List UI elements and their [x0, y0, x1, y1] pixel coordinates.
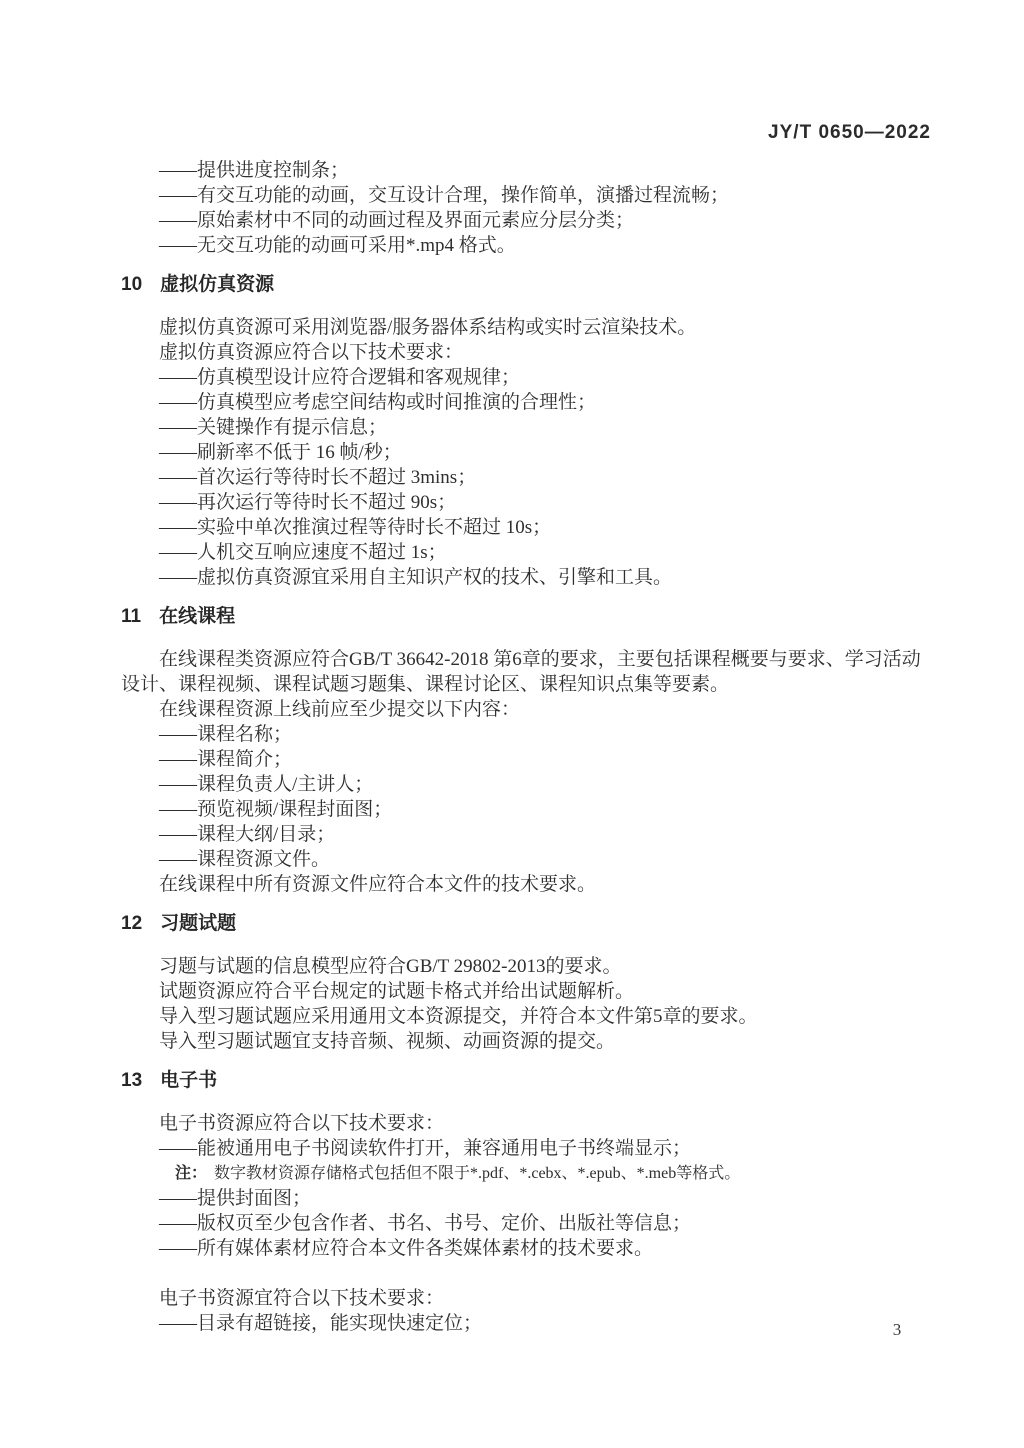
dash-item: ——能被通用电子书阅读软件打开，兼容通用电子书终端显示； [159, 1138, 692, 1159]
dash-item: ——虚拟仿真资源宜采用自主知识产权的技术、引擎和工具。 [159, 567, 673, 588]
dash-item: ——预览视频/课程封面图； [159, 799, 393, 820]
note-line [121, 1161, 933, 1186]
dash-item: ——关键操作有提示信息； [159, 417, 388, 438]
section-title: 习题试题 [160, 913, 237, 934]
dash-item: ——原始素材中不同的动画过程及界面元素应分层分类； [159, 210, 635, 231]
paragraph: 电子书资源应符合以下技术要求： [159, 1113, 445, 1134]
dash-item: ——课程资源文件。 [159, 849, 331, 870]
note-text: 数字教材资源存储格式包括但不限于*.pdf、*.cebx、*.epub、*.meb等格式。 [214, 1165, 741, 1182]
paragraph: 导入型习题试题应采用通用文本资源提交，并符合本文件第5章的要求。 [159, 1006, 758, 1027]
section-heading [121, 911, 933, 936]
section-title: 虚拟仿真资源 [160, 274, 275, 295]
section-title: 在线课程 [159, 606, 236, 627]
dash-item: ——课程负责人/主讲人； [159, 774, 374, 795]
section-title: 电子书 [160, 1070, 218, 1091]
section-number: 13 [121, 1070, 143, 1091]
dash-item: ——所有媒体素材应符合本文件各类媒体素材的技术要求。 [159, 1238, 654, 1259]
paragraph: 习题与试题的信息模型应符合GB/T 29802-2013的要求。 [159, 956, 622, 977]
section-heading [121, 272, 933, 297]
dash-item: ——提供进度控制条； [159, 160, 350, 181]
dash-item: ——课程简介； [159, 749, 293, 770]
dash-item: ——课程名称； [159, 724, 293, 745]
dash-item: ——有交互功能的动画，交互设计合理，操作简单，演播过程流畅； [159, 185, 730, 206]
running-header [121, 120, 931, 145]
paragraph: 导入型习题试题宜支持音频、视频、动画资源的提交。 [159, 1031, 616, 1052]
paragraph: 在线课程中所有资源文件应符合本文件的技术要求。 [159, 874, 597, 895]
dash-item: ——版权页至少包含作者、书名、书号、定价、出版社等信息； [159, 1213, 692, 1234]
dash-item: ——实验中单次推演过程等待时长不超过 10s； [159, 517, 552, 538]
paragraph: 试题资源应符合平台规定的试题卡格式并给出试题解析。 [159, 981, 635, 1002]
note-label: 注： [175, 1165, 208, 1182]
dash-item: ——首次运行等待时长不超过 3mins； [159, 467, 477, 488]
dash-item: ——人机交互响应速度不超过 1s； [159, 542, 447, 563]
dash-item: ——再次运行等待时长不超过 90s； [159, 492, 457, 513]
dash-item: ——目录有超链接，能实现快速定位； [159, 1313, 483, 1334]
section-number: 11 [121, 606, 142, 627]
doc-code: JY/T 0650—2022 [768, 122, 931, 143]
paragraph: 在线课程类资源应符合GB/T 36642-2018 第6章的要求，主要包括课程概要与要求、学习活动设计、课程视频、课程试题习题集、课程讨论区、课程知识点集等要素。 [121, 649, 921, 695]
page-content [121, 158, 933, 1336]
page-number: 3 [892, 1320, 902, 1339]
section-number: 10 [121, 274, 143, 295]
section-heading [121, 604, 933, 629]
dash-item: ——无交互功能的动画可采用*.mp4 格式。 [159, 235, 516, 256]
dash-item: ——仿真模型应考虑空间结构或时间推演的合理性； [159, 392, 597, 413]
paragraph: 虚拟仿真资源应符合以下技术要求： [159, 342, 464, 363]
section-number: 12 [121, 913, 143, 934]
section-heading [121, 1068, 933, 1093]
dash-item: ——仿真模型设计应符合逻辑和客观规律； [159, 367, 521, 388]
dash-item: ——提供封面图； [159, 1188, 312, 1209]
paragraph: 电子书资源宜符合以下技术要求： [159, 1288, 445, 1309]
dash-item: ——课程大纲/目录； [159, 824, 336, 845]
paragraph: 在线课程资源上线前应至少提交以下内容： [159, 699, 521, 720]
paragraph: 虚拟仿真资源可采用浏览器/服务器体系结构或实时云渲染技术。 [159, 317, 697, 338]
dash-item: ——刷新率不低于 16 帧/秒； [159, 442, 402, 463]
